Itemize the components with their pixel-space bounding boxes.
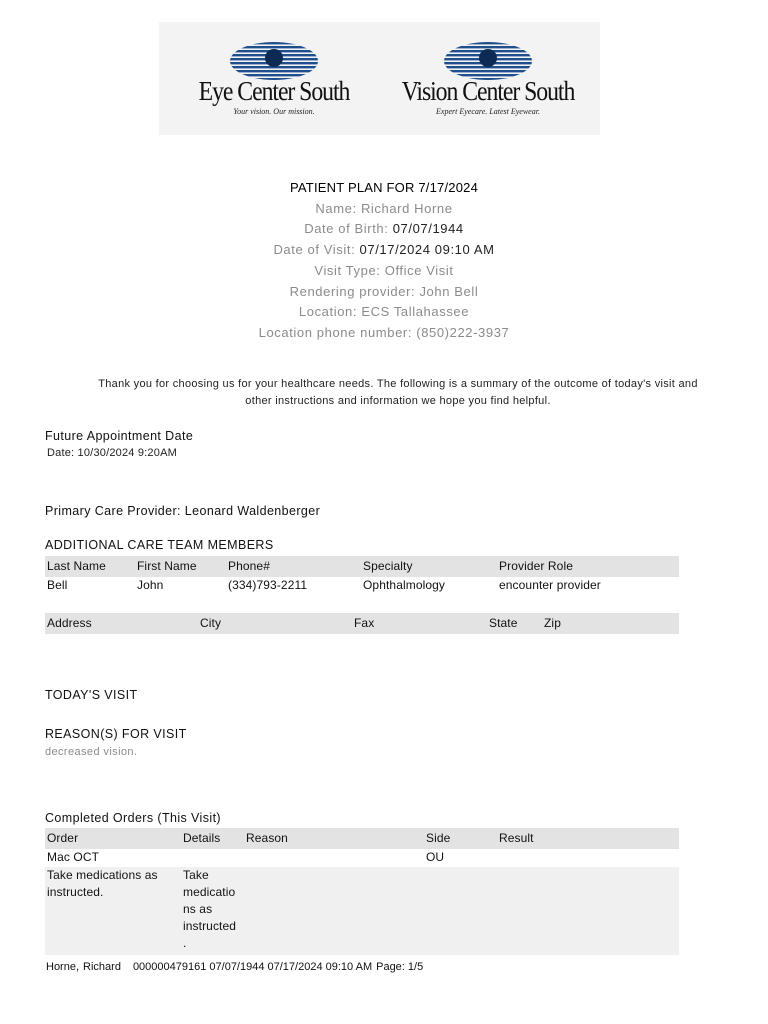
col-specialty: Specialty <box>363 559 413 573</box>
cell-last-name: Bell <box>47 578 68 592</box>
cell-provider-role: encounter provider <box>499 578 601 592</box>
future-appointment-date: Date: 10/30/2024 9:20AM <box>47 447 177 459</box>
details-line: medicatio <box>183 885 236 899</box>
patient-name-line <box>0 201 768 216</box>
col-city: City <box>200 616 222 630</box>
footer-page-number: Page: 1/5 <box>376 961 424 973</box>
logo-name: Eye Center South <box>198 76 350 106</box>
col-order: Order <box>47 831 79 845</box>
completed-orders-title: Completed Orders (This Visit) <box>45 811 221 825</box>
care-team-title: ADDITIONAL CARE TEAM MEMBERS <box>45 538 274 552</box>
value: John Bell <box>419 284 479 299</box>
provider-line <box>0 284 768 299</box>
col-details: Details <box>183 831 221 845</box>
thank-you-message <box>60 376 736 410</box>
logo-name: Vision Center South <box>401 76 575 106</box>
care-team-header <box>45 556 679 577</box>
order-line: instructed. <box>47 885 104 899</box>
reasons-title: REASON(S) FOR VISIT <box>45 727 187 741</box>
label: Visit Type: <box>314 263 381 278</box>
cell-details <box>183 867 236 952</box>
value: Richard Horne <box>360 201 453 216</box>
footer-last-name: Horne, <box>46 961 80 973</box>
col-state: State <box>489 616 518 630</box>
eye-stripes-icon <box>229 41 319 81</box>
logo-tagline: Your vision. Our mission. <box>233 107 315 116</box>
col-result: Result <box>499 831 534 845</box>
visit-type-line <box>0 263 768 278</box>
order-line: Take medications as <box>47 868 158 882</box>
future-appointment-title: Future Appointment Date <box>45 429 194 443</box>
orders-header <box>45 828 679 849</box>
col-last-name: Last Name <box>47 559 106 573</box>
reason-value: decreased vision. <box>45 746 138 758</box>
table-row <box>45 867 679 955</box>
cell-order <box>47 867 158 901</box>
col-provider-role: Provider Role <box>499 559 573 573</box>
details-line: . <box>183 936 187 950</box>
vision-center-south-logo <box>383 22 593 135</box>
logo-tagline: Expert Eyecare. Latest Eyewear. <box>436 107 540 116</box>
col-first-name: First Name <box>137 559 197 573</box>
value: 07/07/1944 <box>392 221 464 236</box>
page-footer <box>46 961 427 973</box>
label: Date of Birth: <box>304 221 389 236</box>
footer-ids: 000000479161 07/07/1944 07/17/2024 09:10 AM <box>132 961 373 973</box>
cell-order: Mac OCT <box>47 850 100 864</box>
primary-care-provider: Primary Care Provider: Leonard Waldenberger <box>45 504 321 518</box>
dob-line <box>0 221 768 236</box>
value: ECS Tallahassee <box>361 304 470 319</box>
value: Office Visit <box>384 263 454 278</box>
location-line <box>0 304 768 319</box>
table-row <box>45 850 679 867</box>
label: Location phone number: <box>258 325 413 340</box>
col-side: Side <box>426 831 451 845</box>
value: (850)222-3937 <box>416 325 510 340</box>
visit-date-line <box>0 242 768 257</box>
eye-stripes-icon <box>443 41 533 81</box>
table-row <box>45 578 679 596</box>
col-phone: Phone# <box>228 559 270 573</box>
col-fax: Fax <box>354 616 375 630</box>
logo-banner <box>159 22 600 135</box>
location-phone-line <box>0 325 768 340</box>
details-line: ns as <box>183 902 213 916</box>
cell-first-name: John <box>137 578 164 592</box>
address-header <box>45 613 679 634</box>
label: Location: <box>298 304 358 319</box>
thanks-line-1: Thank you for choosing us for your healthcare needs. The following is a summary of the outcome of today's visit and <box>98 378 698 390</box>
footer-first-name: Richard <box>83 961 121 973</box>
todays-visit-title: TODAY'S VISIT <box>45 688 138 702</box>
value: 07/17/2024 09:10 AM <box>359 242 495 257</box>
details-line: instructed <box>183 919 237 933</box>
label: Name: <box>315 201 357 216</box>
col-address: Address <box>47 616 92 630</box>
cell-specialty: Ophthalmology <box>363 578 446 592</box>
plan-title: PATIENT PLAN FOR 7/17/2024 <box>290 180 478 195</box>
col-reason: Reason <box>246 831 288 845</box>
eye-center-south-logo <box>169 22 379 135</box>
cell-phone: (334)793-2211 <box>228 578 308 592</box>
thanks-line-2: other instructions and information we hope you find helpful. <box>245 395 551 407</box>
label: Date of Visit: <box>273 242 356 257</box>
cell-side: OU <box>426 850 445 864</box>
details-line: Take <box>183 868 209 882</box>
col-zip: Zip <box>544 616 561 630</box>
label: Rendering provider: <box>289 284 416 299</box>
